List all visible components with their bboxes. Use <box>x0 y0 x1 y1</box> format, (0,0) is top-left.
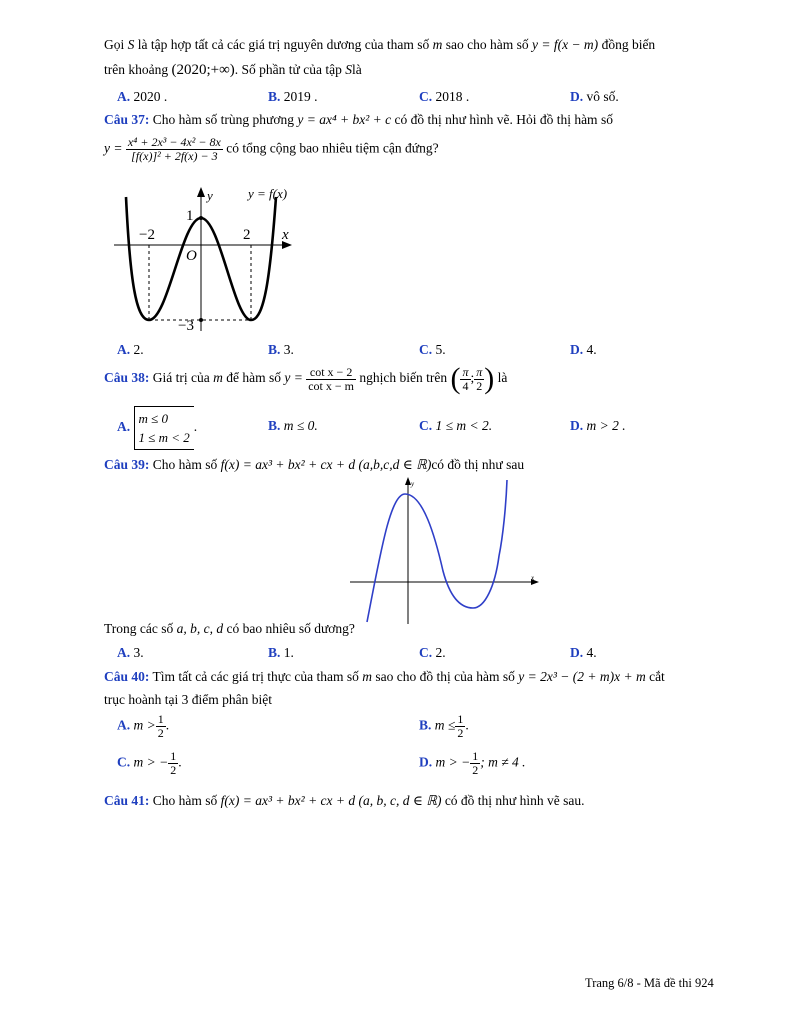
q37-graph <box>110 185 310 333</box>
q37-line1: Câu 37: Cho hàm số trùng phương y = ax⁴ + bx² + c có đồ thị như hình vẽ. Hỏi đồ thị hàm số <box>104 112 613 127</box>
q39-label-x: x <box>531 574 535 582</box>
q38-fraction: $\frac{\text{cot x − 2}}{\text{cot x − m}}$ <box>308 364 354 393</box>
q39-option-a[interactable]: A. 3. <box>117 645 144 660</box>
q37-option-c[interactable]: C. 5. <box>419 342 446 357</box>
q37-option-d[interactable]: D. 4. <box>570 342 597 357</box>
q37-option-b[interactable]: B. 3. <box>268 342 294 357</box>
q37-label: Câu 37: <box>104 112 150 127</box>
q40-option-c[interactable]: C. m > − $\frac{1}{2}$ . <box>117 749 182 777</box>
q39-label: Câu 39: <box>104 457 150 472</box>
q38-option-a[interactable]: A. m ≤ 0 1 ≤ m < 2 . <box>117 406 197 450</box>
q37-label-2: 2 <box>243 227 251 243</box>
q37-fraction: $\frac{\text{x⁴ + 2x³ − 4x² − 8x}}{\text{[f(x)]² + 2f(x) − 3}}$ <box>127 135 221 163</box>
page-footer: Trang 6/8 - Mã đề thi 924 <box>585 976 714 990</box>
q39-question: Trong các số a, b, c, d có bao nhiêu số dương? <box>104 621 355 636</box>
q37-label-fx: y = f(x) <box>248 186 288 201</box>
q37-label-m2: −2 <box>139 227 155 243</box>
y-arrow-icon <box>197 187 205 197</box>
q39-option-b[interactable]: B. 1. <box>268 645 294 660</box>
q37-label-1: 1 <box>186 208 194 224</box>
q38-option-b[interactable]: B. m ≤ 0. <box>268 418 318 433</box>
prev-question-line1: Gọi S là tập hợp tất cả các giá trị nguyên dương của tham số m sao cho hàm số y = f(x − m) đồng biến <box>104 37 656 52</box>
q40-line2: trục hoành tại 3 điểm phân biệt <box>104 692 272 707</box>
q37-axes <box>114 187 292 331</box>
q38-option-c[interactable]: C. 1 ≤ m < 2. <box>419 418 493 433</box>
q39-option-c[interactable]: C. 2. <box>419 645 446 660</box>
q37-label-m3: −3 <box>178 318 194 333</box>
prev-option-c[interactable]: C. 2018 . <box>419 89 470 104</box>
q40-option-a[interactable]: A. m > $\frac{1}{2}$ . <box>117 712 170 740</box>
prev-option-a[interactable]: A. 2020 . <box>117 89 168 104</box>
q41-label: Câu 41: <box>104 793 150 808</box>
q39-curve <box>367 480 507 622</box>
q39-label-y: y <box>411 480 415 488</box>
q40-line1: Câu 40: Tìm tất cả các giá trị thực của tham số m sao cho đồ thị của hàm số y = 2x³ − (2 + m)x + m cắt <box>104 669 665 684</box>
q37-label-x: x <box>282 227 289 243</box>
q37-label-y: y <box>207 188 213 203</box>
q37-option-a[interactable]: A. 2. <box>117 342 144 357</box>
q40-option-b[interactable]: B. m ≤ $\frac{1}{2}$ . <box>419 712 469 740</box>
prev-option-b[interactable]: B. 2019 . <box>268 89 318 104</box>
q39-line: Câu 39: Cho hàm số f(x) = ax³ + bx² + cx + d (a,b,c,d ∈ ℝ)có đồ thị như sau <box>104 457 525 472</box>
prev-option-d[interactable]: D. vô số. <box>570 89 619 104</box>
q39-option-d[interactable]: D. 4. <box>570 645 597 660</box>
q37-formula-line: y = $\frac{\text{x⁴ + 2x³ − 4x² − 8x}}{\text{[f(x)]² + 2f(x) − 3}}$ có tổng cộng bao nhiêu tiệm cận đứng? <box>104 135 439 163</box>
q39-graph <box>345 476 545 626</box>
q38-option-d[interactable]: D. m > 2 . <box>570 418 626 433</box>
q37-label-o: O <box>186 248 197 264</box>
prev-question-line2: trên khoảng (2020;+∞). Số phần tử của tập Slà <box>104 62 362 78</box>
q38-label: Câu 38: <box>104 370 150 386</box>
q40-label: Câu 40: <box>104 669 150 684</box>
q38-line: Câu 38: Giá trị của m để hàm số y = $\frac{\text{cot x − 2}}{\text{cot x − m}}$ nghịch biến trên ( $\frac{\pi}{4}$ ; $\frac{\pi}{2}$ ) là <box>104 362 508 395</box>
q37-dashed-guides <box>149 245 251 320</box>
q40-option-d[interactable]: D. m > − $\frac{1}{2}$ ; m ≠ 4 . <box>419 749 526 777</box>
q41-line: Câu 41: Cho hàm số f(x) = ax³ + bx² + cx + d (a, b, c, d ∈ ℝ) có đồ thị như hình vẽ sau. <box>104 793 585 808</box>
